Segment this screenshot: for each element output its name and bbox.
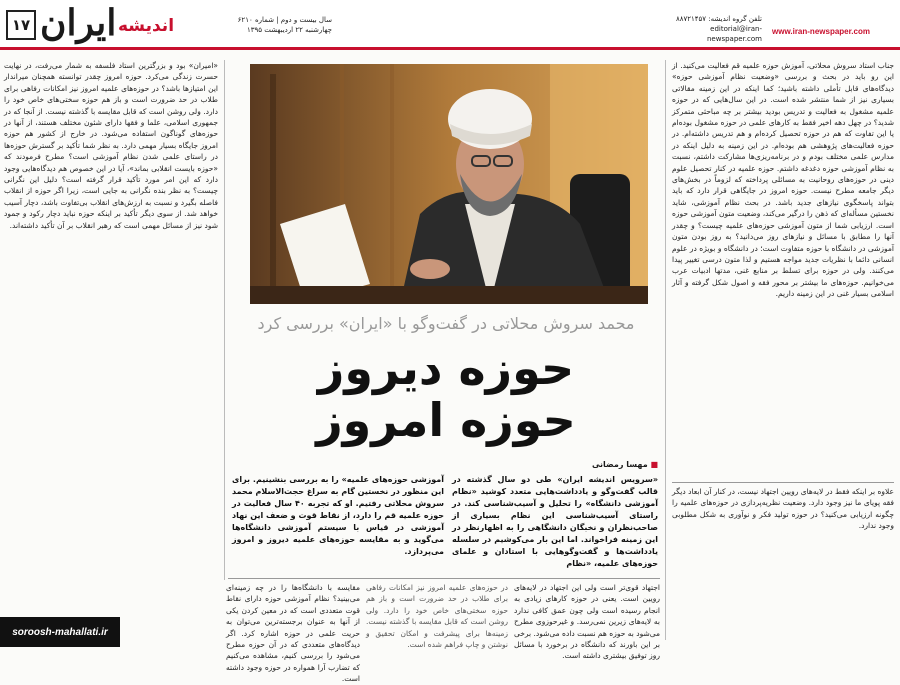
column-divider <box>665 60 666 640</box>
newspaper-logo: ایران <box>40 2 117 44</box>
issue-info <box>222 15 332 35</box>
bullet-icon: ■ <box>647 460 658 469</box>
email-line: editorial@iran-newspaper.com <box>706 25 762 43</box>
section-title: اندیشه <box>118 16 175 36</box>
issue-volume: سال بیست و دوم | شماره ۶۲۱۰ <box>237 16 332 24</box>
issue-date: چهارشنبه ۲۲ اردیبهشت ۱۳۹۵ <box>246 26 332 34</box>
website-link[interactable]: www.iran-newspaper.com <box>772 27 870 36</box>
author-name <box>560 460 658 469</box>
bottom-middle-text: در حوزه‌های علمیه امروز نیز امکانات رفاهی برای طلاب در حد ضرورت است و باز هم حوزه سختی‌های خاص خود را دارد. ولی روشن است که قابل مقایسه با گذشته نیست. زمینه‌ها برای پیشرفت و امکان تحقیق و نوشتن و چاپ فراهم شده است. <box>366 583 508 650</box>
right-column-text: جناب استاد سروش محلاتی، آموزش حوزه علمیه قم فعالیت می‌کنید. از این رو باید در بحث و بررسی «وضعیت نظام آموزشی حوزه» دیدگاه‌های قابل تأملی داشته باشید؛ کما اینکه در این زمینه مقالاتی بسیاری نیز از شما منتشر شده است. در این سال‌هایی که در حوزه علمیه مشغول به فعالیت و تدریس بودید بیشتر بر چه مباحثی متمرکز شدید؟ در چهل دهه اخیر فقط به کارهای علمی در حوزه مشغول بوده‌ام یا این تفاوت که هم در حوزه تحصیل کرده‌ام و هم تدریس داشته‌ام. در حوزه فعالیت‌های پژوهشی هم بوده‌ام. در این زمینه به دلیل اینکه در مدارس علمی مختلف بودم و در برنامه‌ریزی‌ها مشارکت داشتم، نسبت به نظام آموزشی حوزه دغدغه داشتم. حوزه علمیه در کنار تحصیل علوم دینی در حوزه‌های روحانیت به مسائلی پرداخته که لزوماً در بخش‌های دیگر جامعه مطرح نیست. حوزه امروز در جایگاهی قرار دارد که باید بتواند پاسخگوی نیازهای جدید باشد. در بحث نظام آموزشی، شاید نخستین مسأله‌ای که ذهن را درگیر می‌کند، وضعیت متون آموزشی حوزه است. ارزیابی شما از متون آموزشی حوزه‌های علمیه چیست؟ و چقدر آنها را مطابق با مسائل و نیازهای روز می‌دانید؟ به روز بودن متون آموزشی در دانشگاه با حوزه متفاوت است؛ در دانشگاه و بویژه در علوم انسانی دائما با نظریات جدید مواجه هستیم و لذا متون درسی تغییر پیدا می‌کنند. ولی در حوزه برای تسلط بر منابع غنی، مدتها ادبیات عرب می‌خوانیم. حوزه‌های ما بیشتر بر محور فقه و اصول شکل گرفته و آثار اسلامی بسیار غنی در این زمینه داریم. <box>672 61 894 299</box>
left-column-text: «امیران» بود و بزرگترین استاد فلسفه به شمار می‌رفت، در نهایت حسرت زندگی می‌کرد. حوزه امروز چقدر توانسته همچنان میراندار این امتیازها باشد؟ در حوزه‌های علمیه امروز نیز امکانات رفاهی برای طلاب در حد ضرورت است و باز هم حوزه سختی‌های خاص خود را دارد. ولی روشن است که قابل مقایسه با گذشته نیست. از آنجا که در جمهوری اسلامی، علما و فقها دارای شئون مختلف هستند، از آنها در حوزه‌های گوناگون استفاده می‌شود. در خارج از کشور هم حوزه امروز جایگاه بسیار مهمی دارد. به نظر شما تأکید بر گسترش حوزه‌ها در راستای علمی شدن نظام آموزشی است؟ مطرح فرمودند که «حوزه بایست انقلابی بماند»، آیا در این خصوص هم دیدگاه‌هایی وجود دارد که این امر مورد تأکید قرار گرفته است؟ دلیل این نگرانی چیست؟ به نظر بنده نگرانی به جایی است، زیرا اگر حوزه از انقلاب فاصله بگیرد و نسبت به ارزش‌های انقلاب بی‌تفاوت باشد، دچار آسیب خواهد شد. از سوی دیگر تأکید بر اینکه حوزه نباید دچار رکود و جمود شود نیز از مسائل مهمی است که رهبر انقلاب بر آن تأکید داشته‌اند. <box>4 61 218 230</box>
bottom-right-text: اجتهاد قوی‌تر است ولی این اجتهاد در لایه‌های رویین است. یعنی در حوزه کارهای زیادی به انجام رسیده است ولی چون عمق کافی ندارد به لایه‌های زیرین نمی‌رسد. و غیرحوزوی مطرح می‌شود به حوزه هم نسبت داده می‌شود. برخی بر این باورند که دانشگاه در برخورد با مسائل روز توفیق بیشتری داشته است. <box>514 583 660 661</box>
headline-line-1: حوزه دیروز <box>317 341 575 395</box>
divider <box>672 482 894 483</box>
portrait-photo <box>250 64 648 304</box>
page-number: ۱۷ <box>6 10 36 40</box>
site-watermark: soroosh-mahallati.ir <box>0 617 120 647</box>
headline-line-2: حوزه امروز <box>316 393 576 447</box>
bottom-left-text: مقایسه با دانشگاه‌ها را در چه زمینه‌ای می‌بینید؟ نظام آموزشی حوزه دارای نقاط قوت متعددی است که در معین کردن یکی از آنها به عنوان برجسته‌ترین می‌توان به حریت علمی در حوزه اشاره کرد. اگر دیدگاه‌های متعددی که در آن حوزه مطرح می‌شود را بررسی کنیم، مشاهده می‌کنیم که تضارب آرا همواره در حوزه وجود داشته است. <box>226 583 360 684</box>
phone-line: تلفن گروه اندیشه: ۸۸۷۲۱۴۵۷ <box>675 15 762 23</box>
author-text: مهسا رمضانی <box>591 460 648 469</box>
article-kicker: محمد سروش محلاتی در گفت‌وگو با «ایران» بررسی کرد <box>257 314 635 333</box>
portrait-illustration <box>250 64 648 304</box>
headline <box>236 342 656 446</box>
divider <box>228 578 660 579</box>
right-column-bottom-text: علاوه بر اینکه فقط در لایه‌های رویین اجتهاد نیست، در کنار آن ابعاد دیگر فقه پویای ما نیز وجود دارد. وضعیت نظریه‌پردازی در حوزه‌های علمیه را چگونه ارزیابی می‌کنید؟ در حوزه تولید فکر و نوآوری به شکل مطلوبی وجود ندارد. <box>672 487 894 531</box>
column-divider <box>224 60 225 580</box>
contact-info <box>662 14 762 44</box>
lead-paragraph-left: آموزشی حوزه‌های علمیه» را به بررسی بنشینیم. برای این منظور در نخستین گام به سراغ حجت‌الاسلام محمد سروش محلاتی رفتیم. او که تجربه ۴۰ سال فعالیت در حوزه علمیه قم را دارد، از نقاط قوت و ضعف این نهاد آموزشی در قیاس با سیستم آموزشی دانشگاه‌ها می‌گوید و به مقایسه حوزه‌های علمیه دیروز و امروز می‌پردازد. <box>232 475 445 556</box>
lead-paragraph-right: «سرویس اندیشه ایران» طی دو سال گذشته در قالب گفت‌وگو و یادداشت‌هایی متعدد کوشید «نظام آموزشی دانشگاه» را تحلیل و آسیب‌شناسی کند. در راستای آسیب‌شناسی این نظام بسیاری از صاحب‌نظران و نخبگان دانشگاهی را به اظهارنظر در این زمینه فراخواند. اما این بار می‌کوشیم در سلسله یادداشت‌ها و گفت‌وگوهایی با استادان و علمای حوزه‌های علمیه، «نظام <box>452 475 658 568</box>
